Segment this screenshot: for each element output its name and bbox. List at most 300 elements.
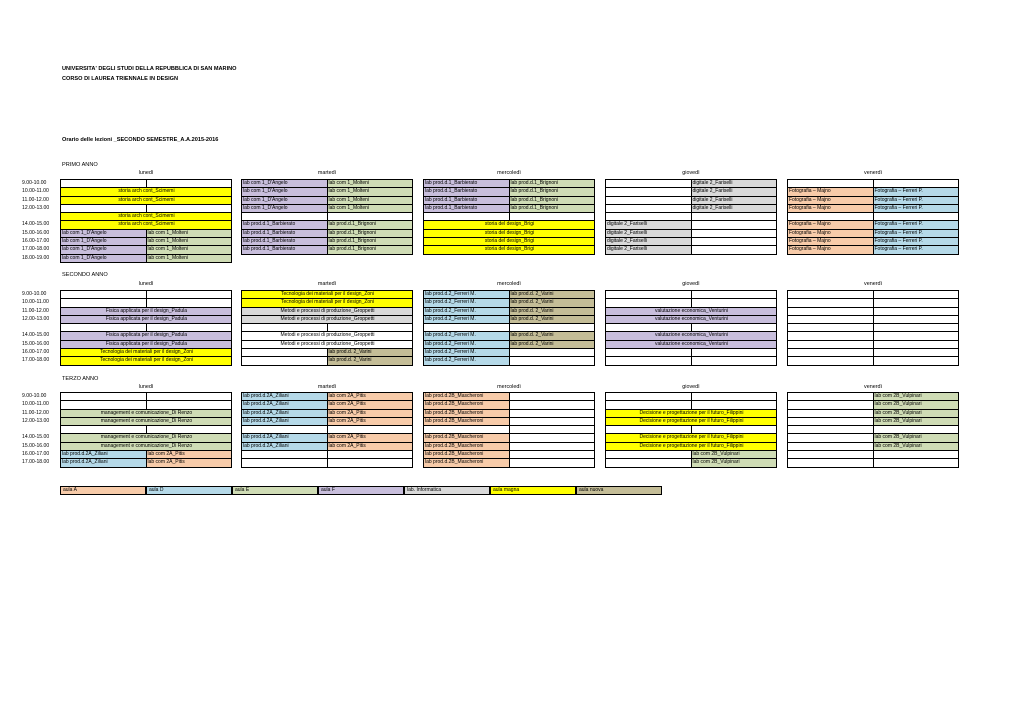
legend-item: aula nuova — [576, 486, 662, 495]
table-row — [242, 221, 412, 229]
day-table — [787, 179, 959, 255]
lesson-cell — [424, 213, 510, 221]
table-row — [242, 188, 412, 196]
lesson-cell: storia arch cont_Scimemi — [61, 221, 231, 229]
legend-item: aula D — [146, 486, 232, 495]
lesson-cell: lab prod.d.2A_Ziliani — [242, 418, 328, 426]
lesson-cell — [510, 410, 595, 418]
table-row — [606, 299, 776, 307]
time-slot: 12.00-13.00 — [22, 315, 50, 322]
lesson-cell: storia arch cont_Scimemi — [61, 188, 231, 196]
table-row — [606, 401, 776, 409]
table-row — [424, 205, 594, 213]
lesson-cell: lab prod.d.1_Brignoni — [328, 230, 413, 238]
lesson-cell: Fotografia – Ferreri P. — [874, 188, 959, 196]
lesson-cell: Tecnologia dei materiali per il design_Zoni — [61, 349, 231, 357]
lesson-cell — [692, 426, 777, 434]
lesson-cell: Tecnologia dei materiali per il design_Zoni — [61, 357, 231, 365]
table-row — [424, 180, 594, 188]
lesson-cell — [147, 205, 232, 213]
lesson-cell — [788, 459, 874, 467]
time-slot: 9.00-10.00 — [22, 393, 47, 399]
table-row — [242, 316, 412, 324]
day-table — [423, 290, 595, 366]
lesson-cell — [874, 299, 959, 307]
day-header: martedì — [317, 384, 337, 390]
table-row — [606, 197, 776, 205]
table-row — [606, 418, 776, 426]
lesson-cell — [242, 426, 328, 434]
lesson-cell: lab com 2B_Vulpinari — [874, 410, 959, 418]
lesson-cell: lab prod.d.2_Ferreri M. — [424, 357, 510, 365]
table-row — [788, 324, 958, 332]
lesson-cell: lab prod.d.1_Brignoni — [510, 205, 595, 213]
lesson-cell: Metodi e processi di produzione_Groppetti — [242, 341, 412, 349]
lesson-cell — [328, 459, 413, 467]
lesson-cell — [510, 401, 595, 409]
table-row — [788, 393, 958, 401]
lesson-cell — [61, 393, 147, 401]
lesson-cell — [788, 308, 874, 316]
table-row — [788, 291, 958, 299]
lesson-cell: lab prod.d.1_Brignoni — [328, 221, 413, 229]
table-row — [61, 188, 231, 196]
lesson-cell — [788, 213, 874, 221]
table-row — [606, 341, 776, 349]
day-table — [60, 290, 232, 366]
table-row — [788, 188, 958, 196]
lesson-cell: lab com 2A_Pitis — [328, 418, 413, 426]
section-label: TERZO ANNO — [62, 376, 99, 382]
table-row — [424, 443, 594, 451]
table-row — [606, 434, 776, 442]
lesson-cell — [788, 341, 874, 349]
lesson-cell — [61, 180, 147, 188]
lesson-cell: lab prod.d.2A_Ziliani — [61, 459, 147, 467]
time-slot: 17.00-18.00 — [22, 246, 50, 253]
lesson-cell — [692, 393, 777, 401]
lesson-cell: lab com 1_Molteni — [147, 255, 232, 263]
lesson-cell: lab com 2A_Pitis — [147, 451, 232, 459]
lesson-cell: management e comunicazione_Di Renzo — [61, 418, 231, 426]
time-slot: 11.00-12.00 — [22, 409, 49, 416]
lesson-cell — [874, 332, 959, 340]
lesson-cell — [510, 349, 595, 357]
table-row — [606, 357, 776, 365]
lesson-cell — [606, 205, 692, 213]
lesson-cell: lab prod.d.2B_Mascheroni — [424, 418, 510, 426]
lesson-cell: lab prod.d.1_Brignoni — [510, 180, 595, 188]
lesson-cell: digitale 2_Fariselli — [692, 205, 777, 213]
table-row — [424, 357, 594, 365]
lesson-cell: lab prod.d.1_Brignoni — [510, 188, 595, 196]
lesson-cell — [242, 459, 328, 467]
lesson-cell: storia del design_Brigi — [424, 246, 594, 254]
lesson-cell — [242, 349, 328, 357]
lesson-cell — [874, 426, 959, 434]
table-row — [788, 299, 958, 307]
table-row — [788, 197, 958, 205]
table-row — [424, 188, 594, 196]
time-slot: 10.00-11.00 — [22, 401, 49, 408]
table-row — [788, 443, 958, 451]
lesson-cell — [606, 459, 692, 467]
lesson-cell: lab prod.d. 2_Varini — [510, 299, 595, 307]
table-row — [606, 443, 776, 451]
table-row — [606, 308, 776, 316]
table-row — [242, 332, 412, 340]
lesson-cell: Metodi e processi di produzione_Groppetti — [242, 316, 412, 324]
lesson-cell: digitale 2_Fariselli — [692, 197, 777, 205]
lesson-cell: management e comunicazione_Di Renzo — [61, 434, 231, 442]
lesson-cell: lab com 2B_Vulpinari — [874, 393, 959, 401]
time-slot: 16.00-17.00 — [22, 451, 50, 458]
time-slot: 11.00-12.00 — [22, 196, 49, 203]
lesson-cell: lab com 1_Molteni — [328, 197, 413, 205]
time-column — [22, 179, 49, 262]
table-row — [424, 238, 594, 246]
table-row — [424, 316, 594, 324]
lesson-cell — [606, 324, 692, 332]
day-header: giovedì — [682, 384, 700, 390]
lesson-cell: lab prod.d.1_Brignoni — [510, 197, 595, 205]
table-row — [242, 357, 412, 365]
lesson-cell — [788, 332, 874, 340]
time-slot: 18.00-19.00 — [22, 254, 50, 261]
lesson-cell: valutazione economica_Venturini — [606, 332, 776, 340]
day-table — [605, 179, 777, 255]
section-label: SECONDO ANNO — [62, 272, 108, 278]
day-table — [423, 392, 595, 468]
table-row — [61, 393, 231, 401]
lesson-cell: lab prod.d.2A_Ziliani — [242, 393, 328, 401]
lesson-cell: digitale 2_Fariselli — [606, 238, 692, 246]
lesson-cell: lab com 1_D'Angelo — [61, 246, 147, 254]
lesson-cell: digitale 2_Fariselli — [692, 180, 777, 188]
day-table — [605, 290, 777, 366]
lesson-cell — [606, 180, 692, 188]
table-row — [61, 324, 231, 332]
lesson-cell — [328, 426, 413, 434]
lesson-cell — [61, 426, 147, 434]
table-row — [606, 451, 776, 459]
lesson-cell — [874, 316, 959, 324]
lesson-cell: lab prod.d.1_Barbierato — [424, 197, 510, 205]
lesson-cell: lab prod.d.1_Barbierato — [242, 221, 328, 229]
lesson-cell — [606, 401, 692, 409]
table-row — [606, 238, 776, 246]
table-row — [424, 197, 594, 205]
table-row — [242, 349, 412, 357]
table-row — [424, 341, 594, 349]
day-table — [423, 179, 595, 255]
lesson-cell — [692, 324, 777, 332]
time-slot: 14.00-15.00 — [22, 332, 50, 339]
lesson-cell — [788, 324, 874, 332]
lesson-cell: lab prod.d.2_Ferreri M. — [424, 316, 510, 324]
time-slot: 14.00-15.00 — [22, 221, 50, 228]
lesson-cell: Fotografia – Majno — [788, 205, 874, 213]
lesson-cell: Metodi e processi di produzione_Groppetti — [242, 332, 412, 340]
lesson-cell — [874, 459, 959, 467]
day-header: martedì — [317, 170, 337, 176]
lesson-cell: Fotografia – Ferreri P. — [874, 221, 959, 229]
lesson-cell: Decisione e progettazione per il futuro_Filippini — [606, 434, 776, 442]
table-row — [61, 357, 231, 365]
lesson-cell: lab com 2B_Vulpinari — [874, 443, 959, 451]
table-row — [788, 332, 958, 340]
lesson-cell — [788, 316, 874, 324]
table-row — [424, 349, 594, 357]
table-row — [242, 426, 412, 434]
table-row — [61, 451, 231, 459]
day-table — [787, 392, 959, 468]
lesson-cell — [788, 291, 874, 299]
lesson-cell — [874, 308, 959, 316]
table-row — [242, 401, 412, 409]
table-row — [61, 213, 231, 221]
lesson-cell: lab com 1_D'Angelo — [61, 255, 147, 263]
table-row — [788, 205, 958, 213]
table-row — [424, 418, 594, 426]
table-row — [424, 246, 594, 254]
lesson-cell — [606, 357, 692, 365]
lesson-cell: lab prod.d.2_Ferreri M. — [424, 308, 510, 316]
lesson-cell — [874, 451, 959, 459]
table-row — [606, 221, 776, 229]
lesson-cell: lab prod.d.2A_Ziliani — [242, 443, 328, 451]
lesson-cell: Fotografia – Majno — [788, 238, 874, 246]
lesson-cell: lab prod.d.1_Brignoni — [328, 246, 413, 254]
time-slot: 15.00-16.00 — [22, 229, 50, 236]
table-row — [788, 213, 958, 221]
lesson-cell — [147, 426, 232, 434]
lesson-cell — [510, 459, 595, 467]
table-row — [606, 393, 776, 401]
lesson-cell: lab prod.d.2B_Mascheroni — [424, 443, 510, 451]
table-row — [242, 299, 412, 307]
time-slot: 17.00-18.00 — [22, 459, 50, 466]
lesson-cell: Metodi e processi di produzione_Groppetti — [242, 308, 412, 316]
day-table — [241, 179, 413, 255]
lesson-cell: lab com 1_Molteni — [328, 188, 413, 196]
table-row — [606, 291, 776, 299]
lesson-cell — [606, 426, 692, 434]
lesson-cell: management e comunicazione_Di Renzo — [61, 410, 231, 418]
lesson-cell: lab com 2B_Vulpinari — [874, 418, 959, 426]
lesson-cell — [692, 401, 777, 409]
table-row — [242, 324, 412, 332]
table-row — [788, 230, 958, 238]
table-row — [242, 291, 412, 299]
lesson-cell — [692, 246, 777, 254]
lesson-cell: digitale 2_Fariselli — [606, 246, 692, 254]
lesson-cell — [788, 418, 874, 426]
lesson-cell — [510, 357, 595, 365]
lesson-cell — [692, 349, 777, 357]
table-row — [788, 341, 958, 349]
lesson-cell: digitale 2_Fariselli — [692, 188, 777, 196]
lesson-cell: lab com 1_Molteni — [328, 205, 413, 213]
lesson-cell: lab prod.d.1_Barbierato — [242, 230, 328, 238]
table-row — [424, 291, 594, 299]
lesson-cell: lab prod.d.2B_Mascheroni — [424, 459, 510, 467]
table-row — [242, 393, 412, 401]
lesson-cell: digitale 2_Fariselli — [606, 221, 692, 229]
table-row — [788, 426, 958, 434]
time-slot: 15.00-16.00 — [22, 442, 50, 449]
table-row — [242, 213, 412, 221]
lesson-cell — [788, 451, 874, 459]
lesson-cell: lab com 1_D'Angelo — [242, 180, 328, 188]
table-row — [424, 308, 594, 316]
time-slot: 15.00-16.00 — [22, 340, 50, 347]
lesson-cell: Fotografia – Ferreri P. — [874, 246, 959, 254]
table-row — [61, 349, 231, 357]
lesson-cell: lab com 1_D'Angelo — [61, 230, 147, 238]
lesson-cell: Decisione e progettazione per il futuro_Filippini — [606, 410, 776, 418]
legend-item: lab. Informatica — [404, 486, 490, 495]
time-column — [22, 392, 49, 467]
table-row — [242, 418, 412, 426]
table-row — [788, 418, 958, 426]
lesson-cell: lab com 2B_Vulpinari — [874, 434, 959, 442]
lesson-cell — [788, 434, 874, 442]
day-header: venerdì — [864, 384, 882, 390]
table-row — [788, 410, 958, 418]
lesson-cell — [510, 324, 595, 332]
lesson-cell: storia arch cont_Scimemi — [61, 197, 231, 205]
table-row — [788, 401, 958, 409]
table-row — [424, 434, 594, 442]
room-legend — [60, 486, 662, 495]
time-slot — [22, 323, 49, 331]
table-row — [61, 418, 231, 426]
lesson-cell — [328, 213, 413, 221]
lesson-cell: lab prod.d. 2_Varini — [328, 357, 413, 365]
time-slot: 12.00-13.00 — [22, 204, 50, 211]
lesson-cell: lab com 1_Molteni — [328, 180, 413, 188]
lesson-cell: Fotografia – Ferreri P. — [874, 205, 959, 213]
day-table — [241, 392, 413, 468]
lesson-cell: lab prod.d.2_Ferreri M. — [424, 332, 510, 340]
table-row — [61, 291, 231, 299]
table-row — [788, 246, 958, 254]
course-name: CORSO DI LAUREA TRIENNALE IN DESIGN — [62, 76, 179, 82]
lesson-cell: Tecnologia dei materiali per il design_Zoni — [242, 299, 412, 307]
table-row — [424, 299, 594, 307]
lesson-cell: Fisica applicata per il design_Padula — [61, 332, 231, 340]
lesson-cell — [606, 349, 692, 357]
table-row — [242, 443, 412, 451]
lesson-cell: lab com 1_Molteni — [147, 238, 232, 246]
table-row — [788, 180, 958, 188]
lesson-cell — [61, 324, 147, 332]
lesson-cell: lab com 1_D'Angelo — [61, 238, 147, 246]
lesson-cell — [788, 443, 874, 451]
lesson-cell — [874, 180, 959, 188]
table-row — [606, 316, 776, 324]
lesson-cell — [147, 291, 232, 299]
time-slot: 10.00-11.00 — [22, 299, 49, 306]
table-row — [61, 238, 231, 246]
time-slot: 10.00-11.00 — [22, 188, 49, 195]
lesson-cell — [788, 357, 874, 365]
day-header: mercoledì — [497, 384, 521, 390]
lesson-cell — [788, 410, 874, 418]
lesson-cell — [147, 324, 232, 332]
lesson-cell — [510, 443, 595, 451]
day-table — [241, 290, 413, 366]
table-row — [424, 393, 594, 401]
lesson-cell — [328, 451, 413, 459]
lesson-cell: Fotografia – Ferreri P. — [874, 230, 959, 238]
table-row — [61, 443, 231, 451]
lesson-cell: storia del design_Brigi — [424, 230, 594, 238]
lesson-cell — [692, 238, 777, 246]
lesson-cell: lab prod.d. 2_Varini — [510, 291, 595, 299]
table-row — [242, 238, 412, 246]
lesson-cell: Fotografia – Majno — [788, 188, 874, 196]
lesson-cell: lab prod.d.1_Barbierato — [242, 238, 328, 246]
lesson-cell: lab prod.d.2B_Mascheroni — [424, 451, 510, 459]
lesson-cell — [510, 393, 595, 401]
lesson-cell — [788, 401, 874, 409]
lesson-cell — [874, 324, 959, 332]
table-row — [61, 180, 231, 188]
lesson-cell — [874, 213, 959, 221]
lesson-cell: Fotografia – Majno — [788, 230, 874, 238]
table-row — [788, 221, 958, 229]
table-row — [424, 230, 594, 238]
lesson-cell — [147, 180, 232, 188]
table-row — [242, 308, 412, 316]
time-slot — [22, 425, 49, 433]
lesson-cell — [692, 221, 777, 229]
lesson-cell: lab com 2A_Pitis — [328, 434, 413, 442]
table-row — [606, 459, 776, 467]
table-row — [242, 230, 412, 238]
time-slot: 9.00-10.00 — [22, 291, 47, 297]
table-row — [61, 459, 231, 467]
lesson-cell: lab prod.d.2B_Mascheroni — [424, 401, 510, 409]
table-row — [606, 332, 776, 340]
lesson-cell: lab com 2A_Pitis — [328, 393, 413, 401]
lesson-cell: lab prod.d. 2_Varini — [510, 308, 595, 316]
lesson-cell: lab com 2B_Vulpinari — [692, 451, 777, 459]
day-table — [605, 392, 777, 468]
table-row — [242, 197, 412, 205]
lesson-cell: lab prod.d. 2_Varini — [328, 349, 413, 357]
table-row — [242, 205, 412, 213]
lesson-cell — [510, 418, 595, 426]
day-header: mercoledì — [497, 281, 521, 287]
legend-item: aula A — [60, 486, 146, 495]
table-row — [61, 255, 231, 263]
table-row — [61, 197, 231, 205]
lesson-cell — [242, 451, 328, 459]
lesson-cell: Fotografia – Ferreri P. — [874, 197, 959, 205]
day-header: giovedì — [682, 170, 700, 176]
lesson-cell: lab com 2B_Vulpinari — [874, 401, 959, 409]
section-label: PRIMO ANNO — [62, 162, 98, 168]
lesson-cell: lab prod.d.1_Barbierato — [424, 188, 510, 196]
day-table — [60, 179, 232, 263]
lesson-cell: Fisica applicata per il design_Padula — [61, 341, 231, 349]
lesson-cell: lab com 2A_Pitis — [328, 401, 413, 409]
lesson-cell — [692, 230, 777, 238]
day-table — [787, 290, 959, 366]
